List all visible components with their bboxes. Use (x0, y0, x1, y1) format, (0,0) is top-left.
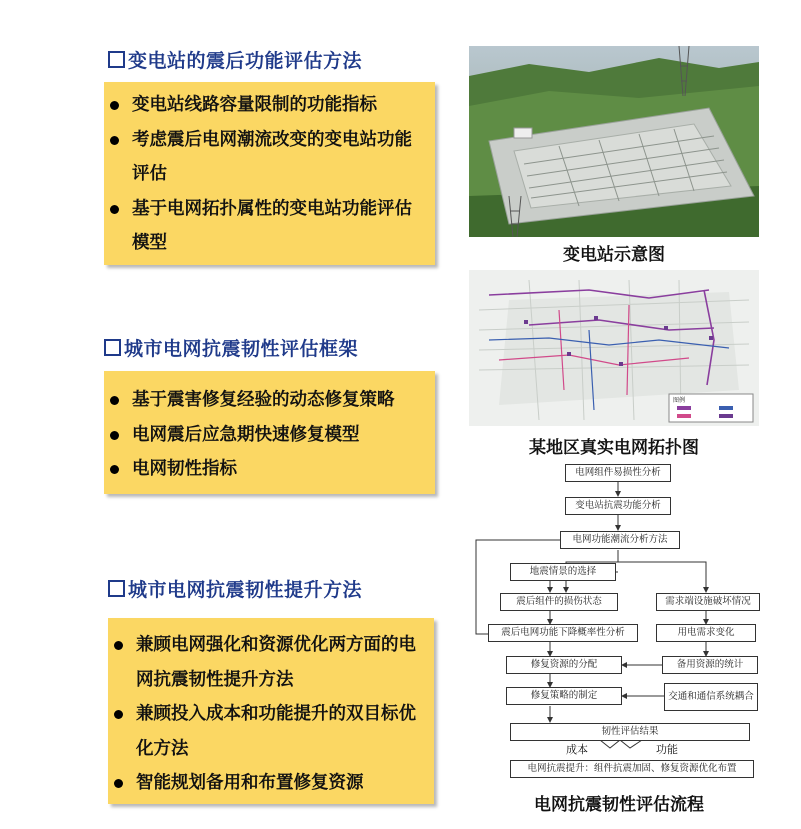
square-bullet-icon (108, 580, 125, 597)
flow-step-coupling: 交通和通信系统耦合 (664, 683, 758, 711)
flow-step-scenario-select: 地震情景的选择 (510, 563, 616, 581)
section-2-card (104, 371, 435, 494)
section-1-heading: 变电站的震后功能评估方法 (108, 46, 362, 73)
section-2-heading: 城市电网抗震韧性评估框架 (104, 334, 358, 361)
function-label: 功能 (656, 743, 678, 756)
grid-map (469, 270, 759, 426)
list-item: 基于震害修复经验的动态修复策略 (104, 383, 435, 418)
section-3-card (108, 618, 434, 804)
flow-step-demand-change: 用电需求变化 (656, 624, 756, 642)
flow-step-component-fragility: 电网组件易损性分析 (565, 464, 671, 482)
section-3-heading: 城市电网抗震韧性提升方法 (108, 575, 362, 602)
list-item: 兼顾电网强化和资源优化两方面的电网抗震韧性提升方法 (108, 628, 434, 697)
section-1-card (104, 82, 435, 265)
list-item: 变电站线路容量限制的功能指标 (104, 88, 435, 123)
map-legend-title: 图例 (673, 397, 686, 404)
flow-step-demand-damage: 需求端设施破坏情况 (656, 593, 760, 611)
flow-step-damage-state: 震后组件的损伤状态 (500, 593, 618, 611)
list-item: 电网震后应急期快速修复模型 (104, 418, 435, 453)
flow-step-repair-strategy: 修复策略的制定 (506, 687, 622, 705)
flow-step-substation-seismic: 变电站抗震功能分析 (565, 497, 671, 515)
substation-photo (469, 46, 759, 237)
substation-caption: 变电站示意图 (563, 245, 665, 265)
flowchart (470, 462, 770, 782)
flow-step-improvement: 电网抗震提升：组件抗震加固、修复资源优化布置 (510, 760, 754, 778)
list-item: 智能规划备用和布置修复资源 (108, 766, 434, 801)
list-item: 基于电网拓扑属性的变电站功能评估模型 (104, 192, 435, 261)
cost-label: 成本 (566, 743, 588, 756)
flow-step-power-flow: 电网功能潮流分析方法 (560, 531, 680, 549)
flow-step-resource-alloc: 修复资源的分配 (506, 656, 622, 674)
flow-step-backup-stats: 备用资源的统计 (662, 656, 758, 674)
map-caption: 某地区真实电网拓扑图 (529, 438, 699, 458)
square-bullet-icon (108, 51, 125, 68)
list-item: 电网韧性指标 (104, 452, 435, 487)
flow-step-function-drop: 震后电网功能下降概率性分析 (488, 624, 638, 642)
square-bullet-icon (104, 339, 121, 356)
list-item: 兼顾投入成本和功能提升的双目标优化方法 (108, 697, 434, 766)
flow-step-resilience-result: 韧性评估结果 (510, 723, 750, 741)
flowchart-caption: 电网抗震韧性评估流程 (534, 795, 704, 815)
list-item: 考虑震后电网潮流改变的变电站功能评估 (104, 123, 435, 192)
